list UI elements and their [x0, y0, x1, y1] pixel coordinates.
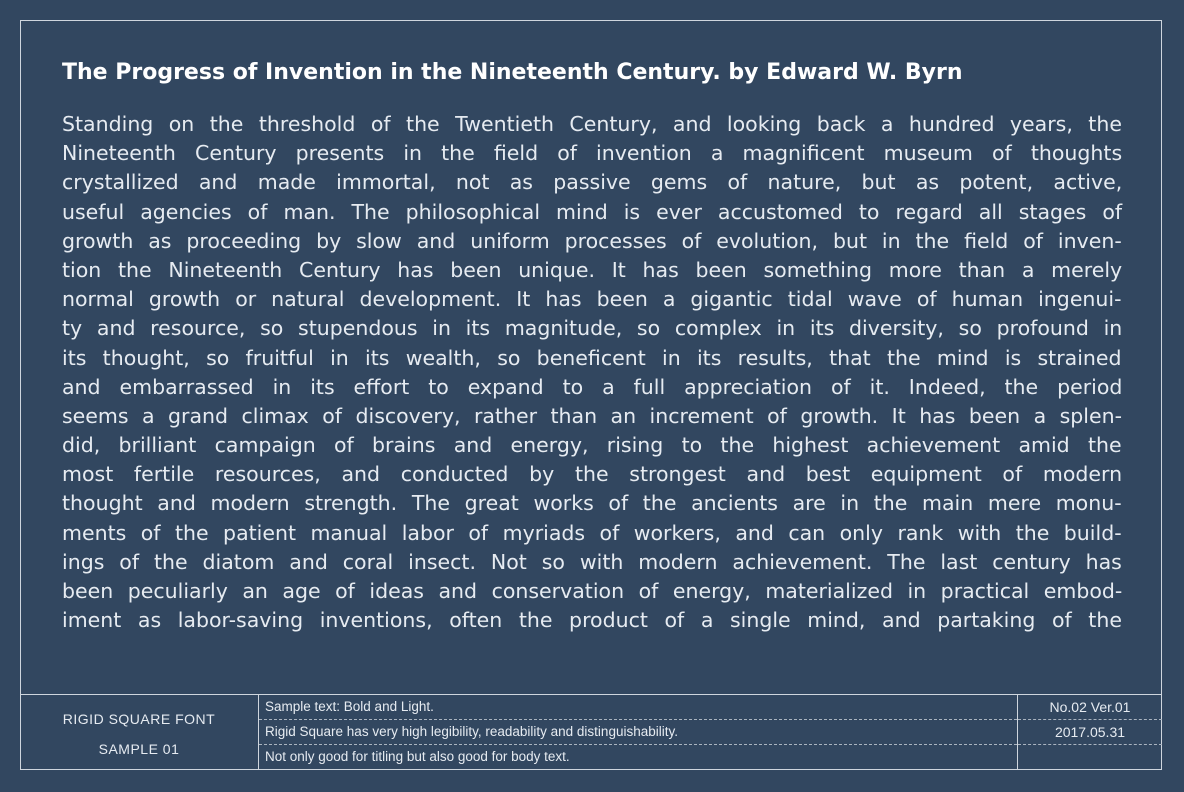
body-line: ty and resource, so stupendous in its magnitude, so complex in its diversity, so profound in	[62, 316, 1123, 341]
body-line: Nineteenth Century presents in the field of invention a magnificent museum of thoughts	[62, 141, 1123, 166]
body-line: ings of the diatom and coral insect. Not so with modern achievement. The last century has	[62, 549, 1122, 574]
date-label: 2017.05.31	[1018, 720, 1162, 745]
body-line: seems a grand climax of discovery, rather than an increment of growth. It has been a splen-	[62, 403, 1122, 428]
body-line: been peculiarly an age of ideas and conservation of energy, materialized in practical embod-	[62, 579, 1123, 603]
body-line: ments of the patient manual labor of myriads of workers, and can only rank with the build-	[62, 520, 1122, 545]
document-title: The Progress of Invention in the Nineteenth Century. by Edward W. Byrn	[62, 60, 963, 85]
body-line: iment as labor-saving inventions, often the product of a single mind, and partaking of the	[62, 608, 1122, 633]
meta-column	[1017, 695, 1162, 770]
body-line: Standing on the threshold of the Twentieth Century, and looking back a hundred years, the	[62, 112, 1122, 136]
body-line: most fertile resources, and conducted by the strongest and best equipment of modern	[62, 462, 1123, 487]
body-line: normal growth or natural development. It has been a gigantic tidal wave of human ingenui-	[62, 287, 1122, 312]
notes-column	[259, 695, 1017, 770]
body-line: its thought, so fruitful in its wealth, so beneficent in its results, that the mind is strained	[62, 345, 1122, 370]
body-line: and embarrassed in its effort to expand to a full appreciation of it. Indeed, the period	[62, 374, 1123, 399]
body-line: crystallized and made immortal, not as passive gems of nature, but as potent, active,	[62, 170, 1123, 195]
body-line: did, brilliant campaign of brains and energy, rising to the highest achievement amid the	[62, 433, 1122, 458]
body-line: thought and modern strength. The great works of the ancients are in the main mere monu-	[62, 491, 1122, 516]
document-body	[62, 110, 1122, 635]
footer-panel	[20, 694, 1162, 770]
note-line: Sample text: Bold and Light.	[259, 695, 1017, 720]
body-line: useful agencies of man. The philosophical mind is ever accustomed to regard all stages of	[62, 199, 1123, 224]
sample-number-label: SAMPLE 01	[98, 741, 180, 757]
font-sample-label	[20, 695, 259, 770]
body-line: tion the Nineteenth Century has been unique. It has been something more than a merely	[62, 257, 1123, 282]
version-label: No.02 Ver.01	[1018, 695, 1162, 720]
note-line: Rigid Square has very high legibility, readability and distinguishability.	[259, 720, 1017, 745]
note-line: Not only good for titling but also good for body text.	[265, 749, 570, 764]
body-line: growth as proceeding by slow and uniform processes of evolution, but in the field of inven-	[62, 228, 1122, 253]
font-name-label: RIGID SQUARE FONT	[62, 711, 216, 727]
meta-empty-cell	[1018, 745, 1162, 770]
